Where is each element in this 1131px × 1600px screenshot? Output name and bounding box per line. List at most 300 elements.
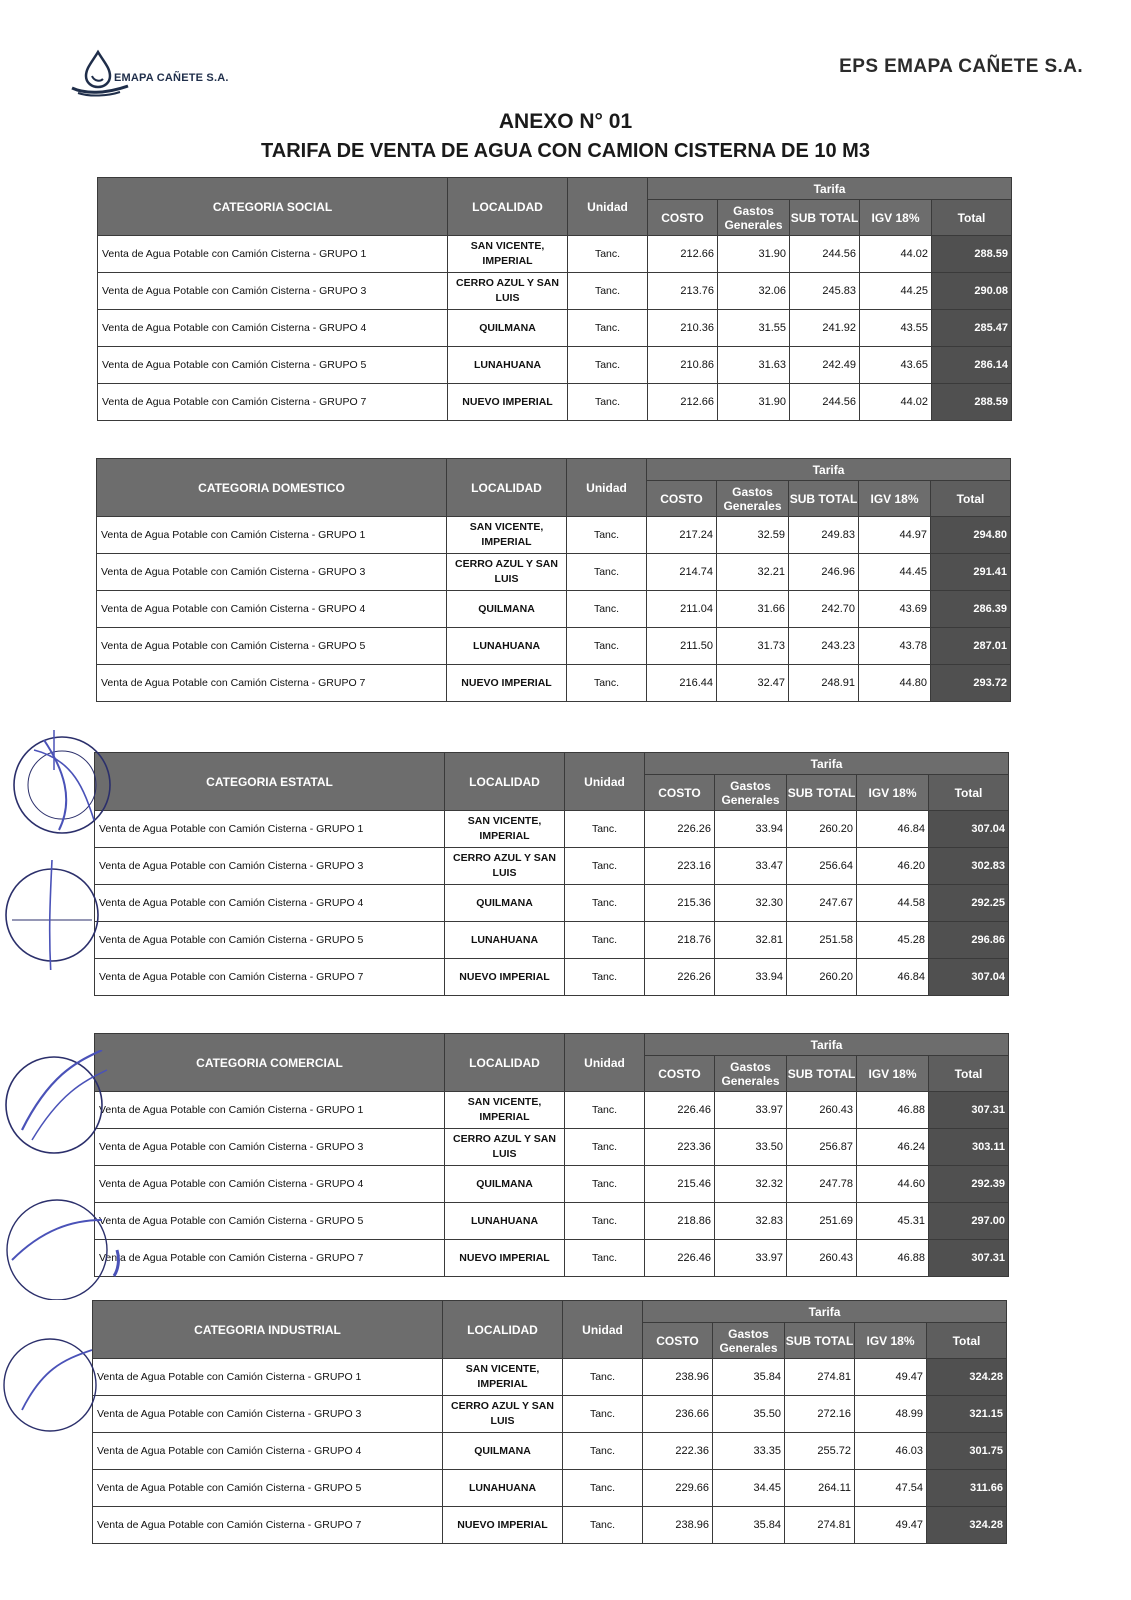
gastos-cell: 33.97 — [715, 1240, 787, 1277]
total-cell: 290.08 — [932, 273, 1012, 310]
localidad-line-1: SAN VICENTE, — [469, 521, 544, 533]
unidad-cell: Tanc. — [565, 959, 645, 996]
igv-cell: 44.80 — [859, 665, 931, 702]
concept-cell: Venta de Agua Potable con Camión Cisterna - GRUPO 4 — [98, 310, 448, 347]
total-cell: 288.59 — [932, 384, 1012, 421]
subtotal-cell: 244.56 — [790, 236, 860, 273]
localidad-cell — [447, 554, 567, 591]
costo-cell: 226.46 — [645, 1092, 715, 1129]
total-cell: 297.00 — [929, 1203, 1009, 1240]
localidad-line-1: LUNAHUANA — [468, 1481, 537, 1494]
gastos-cell: 33.50 — [715, 1129, 787, 1166]
localidad-cell — [448, 384, 568, 421]
table-row — [97, 554, 1011, 591]
costo-cell: 238.96 — [643, 1359, 713, 1396]
subtotal-cell: 256.64 — [787, 848, 857, 885]
subtotal-cell: 251.58 — [787, 922, 857, 959]
localidad-header: LOCALIDAD — [445, 1034, 565, 1092]
gastos-cell: 35.50 — [713, 1396, 785, 1433]
costo-cell: 226.46 — [645, 1240, 715, 1277]
unidad-cell: Tanc. — [567, 591, 647, 628]
concept-cell: Venta de Agua Potable con Camión Cisterna - GRUPO 5 — [95, 922, 445, 959]
localidad-cell — [445, 1240, 565, 1277]
gastos-cell: 31.66 — [717, 591, 789, 628]
localidad-line-1: NUEVO IMPERIAL — [462, 395, 553, 408]
localidad-header: LOCALIDAD — [448, 178, 568, 236]
unidad-cell: Tanc. — [567, 665, 647, 702]
igv-cell: 46.88 — [857, 1240, 929, 1277]
unidad-cell: Tanc. — [568, 384, 648, 421]
table-row — [93, 1507, 1007, 1544]
gastos-cell: 31.55 — [718, 310, 790, 347]
subtotal-cell: 248.91 — [789, 665, 859, 702]
table-row — [97, 591, 1011, 628]
localidad-cell — [443, 1507, 563, 1544]
igv-cell: 43.78 — [859, 628, 931, 665]
unidad-cell: Tanc. — [563, 1507, 643, 1544]
localidad-cell — [448, 347, 568, 384]
costo-cell: 214.74 — [647, 554, 717, 591]
igv-cell: 45.28 — [857, 922, 929, 959]
gastos-cell: 32.32 — [715, 1166, 787, 1203]
localidad-cell — [447, 591, 567, 628]
table-row — [93, 1396, 1007, 1433]
igv-cell: 46.20 — [857, 848, 929, 885]
localidad-line-2: LUIS — [492, 867, 517, 879]
subtotal-cell: 251.69 — [787, 1203, 857, 1240]
total-header: Total — [932, 200, 1012, 236]
gastos-label-1: Gastos — [730, 1059, 771, 1074]
unidad-cell: Tanc. — [565, 885, 645, 922]
localidad-cell — [443, 1470, 563, 1507]
unidad-cell: Tanc. — [568, 310, 648, 347]
unidad-cell: Tanc. — [565, 1129, 645, 1166]
category-header: CATEGORIA COMERCIAL — [95, 1034, 445, 1092]
unidad-cell: Tanc. — [568, 347, 648, 384]
igv-header: IGV 18% — [860, 200, 932, 236]
localidad-cell — [445, 1092, 565, 1129]
localidad-line-1: LUNAHUANA — [473, 358, 542, 371]
subtotal-cell: 242.49 — [790, 347, 860, 384]
localidad-header: LOCALIDAD — [445, 753, 565, 811]
igv-cell: 44.58 — [857, 885, 929, 922]
localidad-cell — [447, 517, 567, 554]
company-name: EPS EMAPA CAÑETE S.A. — [839, 56, 1083, 77]
localidad-line-1: QUILMANA — [478, 602, 535, 615]
category-header: CATEGORIA ESTATAL — [95, 753, 445, 811]
costo-header: COSTO — [645, 775, 715, 811]
unidad-cell: Tanc. — [567, 628, 647, 665]
igv-header: IGV 18% — [859, 481, 931, 517]
unidad-cell: Tanc. — [565, 1166, 645, 1203]
gastos-label-1: Gastos — [728, 1326, 769, 1341]
igv-cell: 43.55 — [860, 310, 932, 347]
localidad-line-1: SAN VICENTE, — [470, 240, 545, 252]
igv-cell: 46.88 — [857, 1092, 929, 1129]
igv-cell: 49.47 — [855, 1359, 927, 1396]
tarifa-header: Tarifa — [647, 459, 1011, 481]
concept-cell: Venta de Agua Potable con Camión Cisterna - GRUPO 7 — [98, 384, 448, 421]
localidad-line-1: LUNAHUANA — [472, 639, 541, 652]
concept-cell: Venta de Agua Potable con Camión Cisterna - GRUPO 5 — [93, 1470, 443, 1507]
costo-cell: 229.66 — [643, 1470, 713, 1507]
gastos-label-1: Gastos — [730, 778, 771, 793]
total-header: Total — [929, 775, 1009, 811]
page-subtitle: TARIFA DE VENTA DE AGUA CON CAMION CISTERNA DE 10 M3 — [261, 140, 870, 162]
costo-cell: 211.50 — [647, 628, 717, 665]
gastos-header — [717, 481, 789, 517]
subtotal-cell: 243.23 — [789, 628, 859, 665]
localidad-line-1: SAN VICENTE, — [465, 1363, 540, 1375]
table-row — [98, 384, 1012, 421]
title-block — [0, 110, 1131, 163]
total-cell: 296.86 — [929, 922, 1009, 959]
gastos-cell: 33.47 — [715, 848, 787, 885]
stamp-operaciones-icon — [2, 1330, 102, 1440]
total-cell: 293.72 — [931, 665, 1011, 702]
costo-cell: 210.86 — [648, 347, 718, 384]
subtotal-cell: 260.43 — [787, 1092, 857, 1129]
total-cell: 307.04 — [929, 959, 1009, 996]
concept-cell: Venta de Agua Potable con Camión Cisterna - GRUPO 7 — [93, 1507, 443, 1544]
table-row — [97, 665, 1011, 702]
localidad-line-1: CERRO AZUL Y SAN — [453, 852, 556, 864]
igv-cell: 44.25 — [860, 273, 932, 310]
concept-cell: Venta de Agua Potable con Camión Cisterna - GRUPO 4 — [95, 1166, 445, 1203]
category-header: CATEGORIA INDUSTRIAL — [93, 1301, 443, 1359]
concept-cell: Venta de Agua Potable con Camión Cisterna - GRUPO 4 — [93, 1433, 443, 1470]
total-cell: 301.75 — [927, 1433, 1007, 1470]
subtotal-cell: 241.92 — [790, 310, 860, 347]
gastos-cell: 32.59 — [717, 517, 789, 554]
localidad-line-1: NUEVO IMPERIAL — [459, 970, 550, 983]
igv-cell: 48.99 — [855, 1396, 927, 1433]
igv-cell: 46.03 — [855, 1433, 927, 1470]
igv-header: IGV 18% — [857, 775, 929, 811]
table-row — [95, 922, 1009, 959]
subtotal-cell: 255.72 — [785, 1433, 855, 1470]
total-cell: 321.15 — [927, 1396, 1007, 1433]
subtotal-cell: 246.96 — [789, 554, 859, 591]
gastos-cell: 33.97 — [715, 1092, 787, 1129]
tarifa-header: Tarifa — [643, 1301, 1007, 1323]
igv-cell: 46.84 — [857, 811, 929, 848]
costo-cell: 223.16 — [645, 848, 715, 885]
concept-cell: Venta de Agua Potable con Camión Cisterna - GRUPO 1 — [93, 1359, 443, 1396]
gastos-header — [715, 1056, 787, 1092]
localidad-header: LOCALIDAD — [443, 1301, 563, 1359]
total-cell: 307.31 — [929, 1092, 1009, 1129]
localidad-line-2: IMPERIAL — [479, 830, 530, 842]
costo-cell: 217.24 — [647, 517, 717, 554]
localidad-line-2: IMPERIAL — [479, 1111, 530, 1123]
concept-cell: Venta de Agua Potable con Camión Cisterna - GRUPO 7 — [95, 1240, 445, 1277]
costo-header: COSTO — [648, 200, 718, 236]
total-cell: 324.28 — [927, 1359, 1007, 1396]
localidad-line-1: QUILMANA — [479, 321, 536, 334]
localidad-line-1: NUEVO IMPERIAL — [459, 1251, 550, 1264]
costo-cell: 223.36 — [645, 1129, 715, 1166]
page-title: ANEXO N° 01 — [498, 110, 633, 133]
gastos-cell: 35.84 — [713, 1507, 785, 1544]
igv-cell: 44.02 — [860, 384, 932, 421]
localidad-cell — [445, 1129, 565, 1166]
costo-header: COSTO — [647, 481, 717, 517]
table-row — [98, 236, 1012, 273]
igv-cell: 44.02 — [860, 236, 932, 273]
total-cell: 292.39 — [929, 1166, 1009, 1203]
concept-cell: Venta de Agua Potable con Camión Cisterna - GRUPO 3 — [95, 848, 445, 885]
logo-text: EMAPA CAÑETE S.A. — [114, 72, 229, 84]
unidad-cell: Tanc. — [563, 1470, 643, 1507]
localidad-line-1: NUEVO IMPERIAL — [457, 1518, 548, 1531]
localidad-cell — [448, 273, 568, 310]
localidad-line-1: CERRO AZUL Y SAN — [456, 277, 559, 289]
igv-cell: 46.24 — [857, 1129, 929, 1166]
total-cell: 286.39 — [931, 591, 1011, 628]
concept-cell: Venta de Agua Potable con Camión Cisterna - GRUPO 3 — [93, 1396, 443, 1433]
subtotal-header: SUB TOTAL — [790, 200, 860, 236]
unidad-cell: Tanc. — [567, 554, 647, 591]
unidad-cell: Tanc. — [565, 1203, 645, 1240]
total-cell: 307.04 — [929, 811, 1009, 848]
gastos-label-2: Generales — [721, 1073, 780, 1088]
tariff-table — [94, 1033, 1009, 1277]
costo-cell: 211.04 — [647, 591, 717, 628]
tarifa-header: Tarifa — [648, 178, 1012, 200]
localidad-header: LOCALIDAD — [447, 459, 567, 517]
unidad-cell: Tanc. — [568, 273, 648, 310]
unidad-cell: Tanc. — [565, 811, 645, 848]
localidad-cell — [447, 628, 567, 665]
localidad-line-2: LUIS — [495, 292, 520, 304]
localidad-cell — [447, 665, 567, 702]
concept-cell: Venta de Agua Potable con Camión Cisterna - GRUPO 4 — [97, 591, 447, 628]
gastos-cell: 33.35 — [713, 1433, 785, 1470]
localidad-cell — [445, 1166, 565, 1203]
table-row — [95, 885, 1009, 922]
localidad-cell — [448, 310, 568, 347]
unidad-header: Unidad — [565, 1034, 645, 1092]
tariff-table — [96, 458, 1011, 702]
table-row — [93, 1470, 1007, 1507]
subtotal-cell: 242.70 — [789, 591, 859, 628]
concept-cell: Venta de Agua Potable con Camión Cisterna - GRUPO 1 — [95, 1092, 445, 1129]
costo-cell: 218.86 — [645, 1203, 715, 1240]
subtotal-cell: 249.83 — [789, 517, 859, 554]
subtotal-cell: 256.87 — [787, 1129, 857, 1166]
igv-cell: 43.65 — [860, 347, 932, 384]
gastos-label-2: Generales — [723, 498, 782, 513]
unidad-cell: Tanc. — [565, 922, 645, 959]
concept-cell: Venta de Agua Potable con Camión Cisterna - GRUPO 3 — [95, 1129, 445, 1166]
gastos-cell: 32.30 — [715, 885, 787, 922]
localidad-cell — [443, 1433, 563, 1470]
subtotal-cell: 247.78 — [787, 1166, 857, 1203]
costo-cell: 226.26 — [645, 959, 715, 996]
total-cell: 286.14 — [932, 347, 1012, 384]
table-row — [98, 273, 1012, 310]
localidad-cell — [443, 1396, 563, 1433]
igv-cell: 43.69 — [859, 591, 931, 628]
gastos-cell: 35.84 — [713, 1359, 785, 1396]
subtotal-cell: 244.56 — [790, 384, 860, 421]
costo-cell: 210.36 — [648, 310, 718, 347]
localidad-cell — [445, 1203, 565, 1240]
table-row — [95, 1203, 1009, 1240]
concept-cell: Venta de Agua Potable con Camión Cisterna - GRUPO 5 — [98, 347, 448, 384]
subtotal-cell: 264.11 — [785, 1470, 855, 1507]
subtotal-cell: 274.81 — [785, 1359, 855, 1396]
igv-header: IGV 18% — [855, 1323, 927, 1359]
subtotal-cell: 260.20 — [787, 959, 857, 996]
gastos-cell: 31.63 — [718, 347, 790, 384]
concept-cell: Venta de Agua Potable con Camión Cisterna - GRUPO 4 — [95, 885, 445, 922]
costo-cell: 222.36 — [643, 1433, 713, 1470]
concept-cell: Venta de Agua Potable con Camión Cisterna - GRUPO 7 — [97, 665, 447, 702]
localidad-line-1: CERRO AZUL Y SAN — [455, 558, 558, 570]
costo-cell: 236.66 — [643, 1396, 713, 1433]
localidad-line-1: SAN VICENTE, — [467, 1096, 542, 1108]
igv-cell: 44.45 — [859, 554, 931, 591]
table-row — [95, 1129, 1009, 1166]
costo-cell: 215.36 — [645, 885, 715, 922]
subtotal-cell: 247.67 — [787, 885, 857, 922]
gastos-cell: 34.45 — [713, 1470, 785, 1507]
unidad-cell: Tanc. — [563, 1359, 643, 1396]
igv-cell: 49.47 — [855, 1507, 927, 1544]
subtotal-header: SUB TOTAL — [787, 775, 857, 811]
gastos-label-2: Generales — [719, 1340, 778, 1355]
concept-cell: Venta de Agua Potable con Camión Cisterna - GRUPO 7 — [95, 959, 445, 996]
gastos-cell: 32.81 — [715, 922, 787, 959]
gastos-cell: 32.06 — [718, 273, 790, 310]
total-cell: 324.28 — [927, 1507, 1007, 1544]
table-row — [97, 628, 1011, 665]
localidad-line-2: IMPERIAL — [482, 255, 533, 267]
table-row — [95, 848, 1009, 885]
table-row — [98, 347, 1012, 384]
table-row — [97, 517, 1011, 554]
concept-cell: Venta de Agua Potable con Camión Cisterna - GRUPO 5 — [95, 1203, 445, 1240]
total-cell: 288.59 — [932, 236, 1012, 273]
localidad-line-2: LUIS — [492, 1148, 517, 1160]
localidad-line-1: CERRO AZUL Y SAN — [453, 1133, 556, 1145]
unidad-cell: Tanc. — [563, 1396, 643, 1433]
concept-cell: Venta de Agua Potable con Camión Cisterna - GRUPO 3 — [97, 554, 447, 591]
total-cell: 294.80 — [931, 517, 1011, 554]
tariff-table — [94, 752, 1009, 996]
gastos-header — [718, 200, 790, 236]
igv-cell: 47.54 — [855, 1470, 927, 1507]
gastos-cell: 31.73 — [717, 628, 789, 665]
localidad-line-1: LUNAHUANA — [470, 1214, 539, 1227]
table-row — [95, 811, 1009, 848]
localidad-cell — [445, 959, 565, 996]
gastos-cell: 32.21 — [717, 554, 789, 591]
total-header: Total — [929, 1056, 1009, 1092]
concept-cell: Venta de Agua Potable con Camión Cisterna - GRUPO 1 — [97, 517, 447, 554]
gastos-cell: 32.47 — [717, 665, 789, 702]
total-cell: 303.11 — [929, 1129, 1009, 1166]
costo-header: COSTO — [643, 1323, 713, 1359]
localidad-line-1: QUILMANA — [476, 1177, 533, 1190]
unidad-cell: Tanc. — [563, 1433, 643, 1470]
localidad-cell — [445, 885, 565, 922]
localidad-line-1: CERRO AZUL Y SAN — [451, 1400, 554, 1412]
total-cell: 291.41 — [931, 554, 1011, 591]
localidad-line-2: IMPERIAL — [481, 536, 532, 548]
tarifa-header: Tarifa — [645, 753, 1009, 775]
localidad-cell — [443, 1359, 563, 1396]
tariff-table — [92, 1300, 1007, 1544]
subtotal-header: SUB TOTAL — [787, 1056, 857, 1092]
table-row — [98, 310, 1012, 347]
concept-cell: Venta de Agua Potable con Camión Cisterna - GRUPO 5 — [97, 628, 447, 665]
total-header: Total — [931, 481, 1011, 517]
gastos-cell: 33.94 — [715, 811, 787, 848]
localidad-line-1: QUILMANA — [474, 1444, 531, 1457]
concept-cell: Venta de Agua Potable con Camión Cisterna - GRUPO 1 — [95, 811, 445, 848]
subtotal-header: SUB TOTAL — [789, 481, 859, 517]
table-row — [95, 959, 1009, 996]
costo-header: COSTO — [645, 1056, 715, 1092]
localidad-cell — [445, 922, 565, 959]
table-row — [93, 1433, 1007, 1470]
gastos-header — [713, 1323, 785, 1359]
igv-cell: 46.84 — [857, 959, 929, 996]
total-cell: 292.25 — [929, 885, 1009, 922]
costo-cell: 226.26 — [645, 811, 715, 848]
gastos-header — [715, 775, 787, 811]
gastos-label-2: Generales — [721, 792, 780, 807]
unidad-cell: Tanc. — [567, 517, 647, 554]
gastos-cell: 31.90 — [718, 384, 790, 421]
costo-cell: 218.76 — [645, 922, 715, 959]
category-header: CATEGORIA DOMESTICO — [97, 459, 447, 517]
costo-cell: 215.46 — [645, 1166, 715, 1203]
igv-cell: 44.97 — [859, 517, 931, 554]
tarifa-header: Tarifa — [645, 1034, 1009, 1056]
category-header: CATEGORIA SOCIAL — [98, 178, 448, 236]
total-cell: 311.66 — [927, 1470, 1007, 1507]
costo-cell: 213.76 — [648, 273, 718, 310]
costo-cell: 216.44 — [647, 665, 717, 702]
total-cell: 307.31 — [929, 1240, 1009, 1277]
localidad-line-1: LUNAHUANA — [470, 933, 539, 946]
unidad-header: Unidad — [568, 178, 648, 236]
igv-cell: 44.60 — [857, 1166, 929, 1203]
igv-header: IGV 18% — [857, 1056, 929, 1092]
localidad-line-2: LUIS — [490, 1415, 515, 1427]
gastos-cell: 32.83 — [715, 1203, 787, 1240]
costo-cell: 212.66 — [648, 236, 718, 273]
unidad-cell: Tanc. — [565, 1092, 645, 1129]
localidad-line-2: IMPERIAL — [477, 1378, 528, 1390]
costo-cell: 238.96 — [643, 1507, 713, 1544]
igv-cell: 45.31 — [857, 1203, 929, 1240]
total-cell: 302.83 — [929, 848, 1009, 885]
gastos-label-2: Generales — [724, 217, 783, 232]
localidad-cell — [448, 236, 568, 273]
total-cell: 285.47 — [932, 310, 1012, 347]
unidad-cell: Tanc. — [565, 848, 645, 885]
table-row — [93, 1359, 1007, 1396]
subtotal-cell: 260.20 — [787, 811, 857, 848]
subtotal-cell: 245.83 — [790, 273, 860, 310]
localidad-line-1: QUILMANA — [476, 896, 533, 909]
gastos-label-1: Gastos — [733, 203, 774, 218]
